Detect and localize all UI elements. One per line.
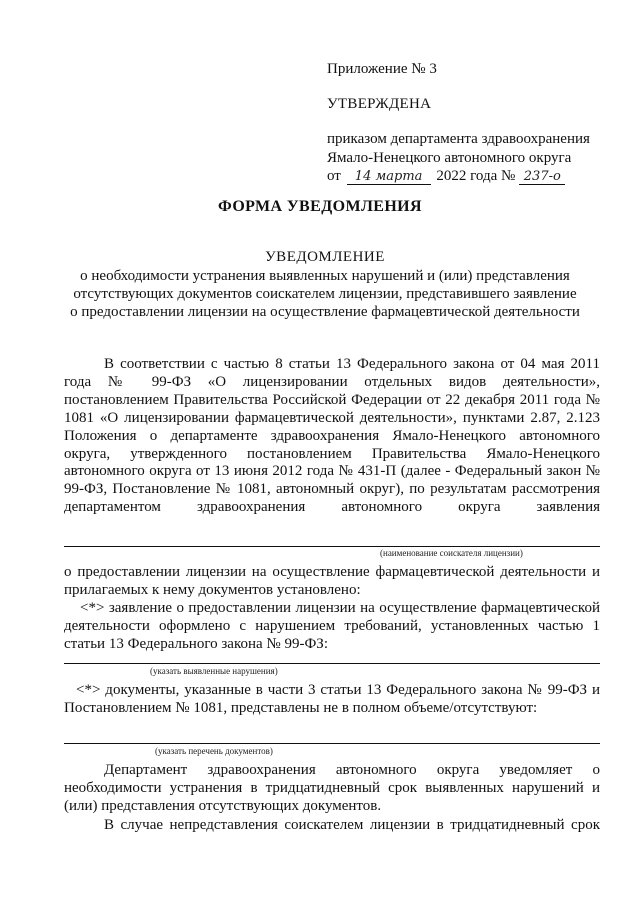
order-line-1: приказом департамента здравоохранения bbox=[327, 131, 590, 147]
paragraph-5 bbox=[64, 762, 600, 816]
date-prefix: от bbox=[327, 168, 341, 184]
paragraph-4-text: <*> документы, указанные в части 3 статьи 13 Федерального закона № 99-ФЗ и Постановлением № 1081, представлены не в полном объеме/отсутствуют: bbox=[64, 682, 600, 716]
caption-violations: (указать выявленные нарушения) bbox=[150, 666, 278, 676]
paragraph-1-text: В соответствии с частью 8 статьи 13 Федерального закона от 04 мая 2011 года № 99-ФЗ «О лицензировании отдельных видов деятельности», постановлением Правительства Российской Федерации от 22 декабря 2011 года № 1081 «О лицензировании фармацевтической деятельности», пунктами 2.87, 2.123 Положения о департаменте здравоохранения Ямало-Ненецкого автономного округа, утвержденного постановлением Правительства Ямало-Ненецкого автономного округа от 13 июня 2012 года № 431-П (далее - Федеральный закон № 99-ФЗ, Постановление № 1081, автономный округ), по результатам рассмотрения департаментом здравоохранения автономного округа заявления bbox=[64, 356, 600, 516]
order-line-2: Ямало-Ненецкого автономного округа bbox=[327, 150, 572, 166]
paragraph-2: о предоставлении лицензии на осуществление фармацевтической деятельности и прилагаемых к нему документов установлено: bbox=[64, 564, 600, 598]
paragraph-4 bbox=[64, 682, 600, 718]
notice-line-1: о необходимости устранения выявленных нарушений и (или) представления bbox=[80, 268, 570, 284]
paragraph-6-text: В случае непредставления соискателем лицензии в тридцатидневный срок bbox=[104, 817, 600, 833]
notice-heading-block bbox=[40, 248, 610, 321]
paragraph-5-text: Департамент здравоохранения автономного округа уведомляет о необходимости устранения в тридцатидневный срок выявленных нарушений и (или) представления отсутствующих документов. bbox=[64, 762, 600, 814]
handwritten-date: 14 марта bbox=[347, 170, 431, 185]
annex-label: Приложение № 3 bbox=[327, 61, 437, 77]
caption-applicant: (наименование соискателя лицензии) bbox=[380, 548, 523, 558]
applicant-fill-line bbox=[64, 546, 600, 547]
violations-fill-line bbox=[64, 663, 600, 664]
notice-heading: УВЕДОМЛЕНИЕ bbox=[265, 249, 385, 265]
notice-line-2: отсутствующих документов соискателем лицензии, представившего заявление bbox=[73, 286, 577, 302]
handwritten-number: 237-о bbox=[519, 170, 565, 185]
paragraph-6 bbox=[64, 817, 600, 835]
paragraph-1 bbox=[64, 356, 600, 517]
documents-fill-line bbox=[64, 743, 600, 744]
approved-label: УТВЕРЖДЕНА bbox=[327, 96, 432, 112]
notice-line-3: о предоставлении лицензии на осуществление фармацевтической деятельности bbox=[70, 304, 580, 320]
caption-documents: (указать перечень документов) bbox=[155, 746, 273, 756]
paragraph-3 bbox=[64, 600, 600, 654]
order-date-line bbox=[327, 167, 565, 186]
form-title: ФОРМА УВЕДОМЛЕНИЯ bbox=[218, 198, 422, 215]
date-suffix: 2022 года № bbox=[436, 168, 516, 184]
paragraph-3-text: <*> заявление о предоставлении лицензии на осуществление фармацевтической деятельности оформлено с нарушением требований, установленных частью 1 статьи 13 Федерального закона № 99-ФЗ: bbox=[64, 600, 600, 652]
